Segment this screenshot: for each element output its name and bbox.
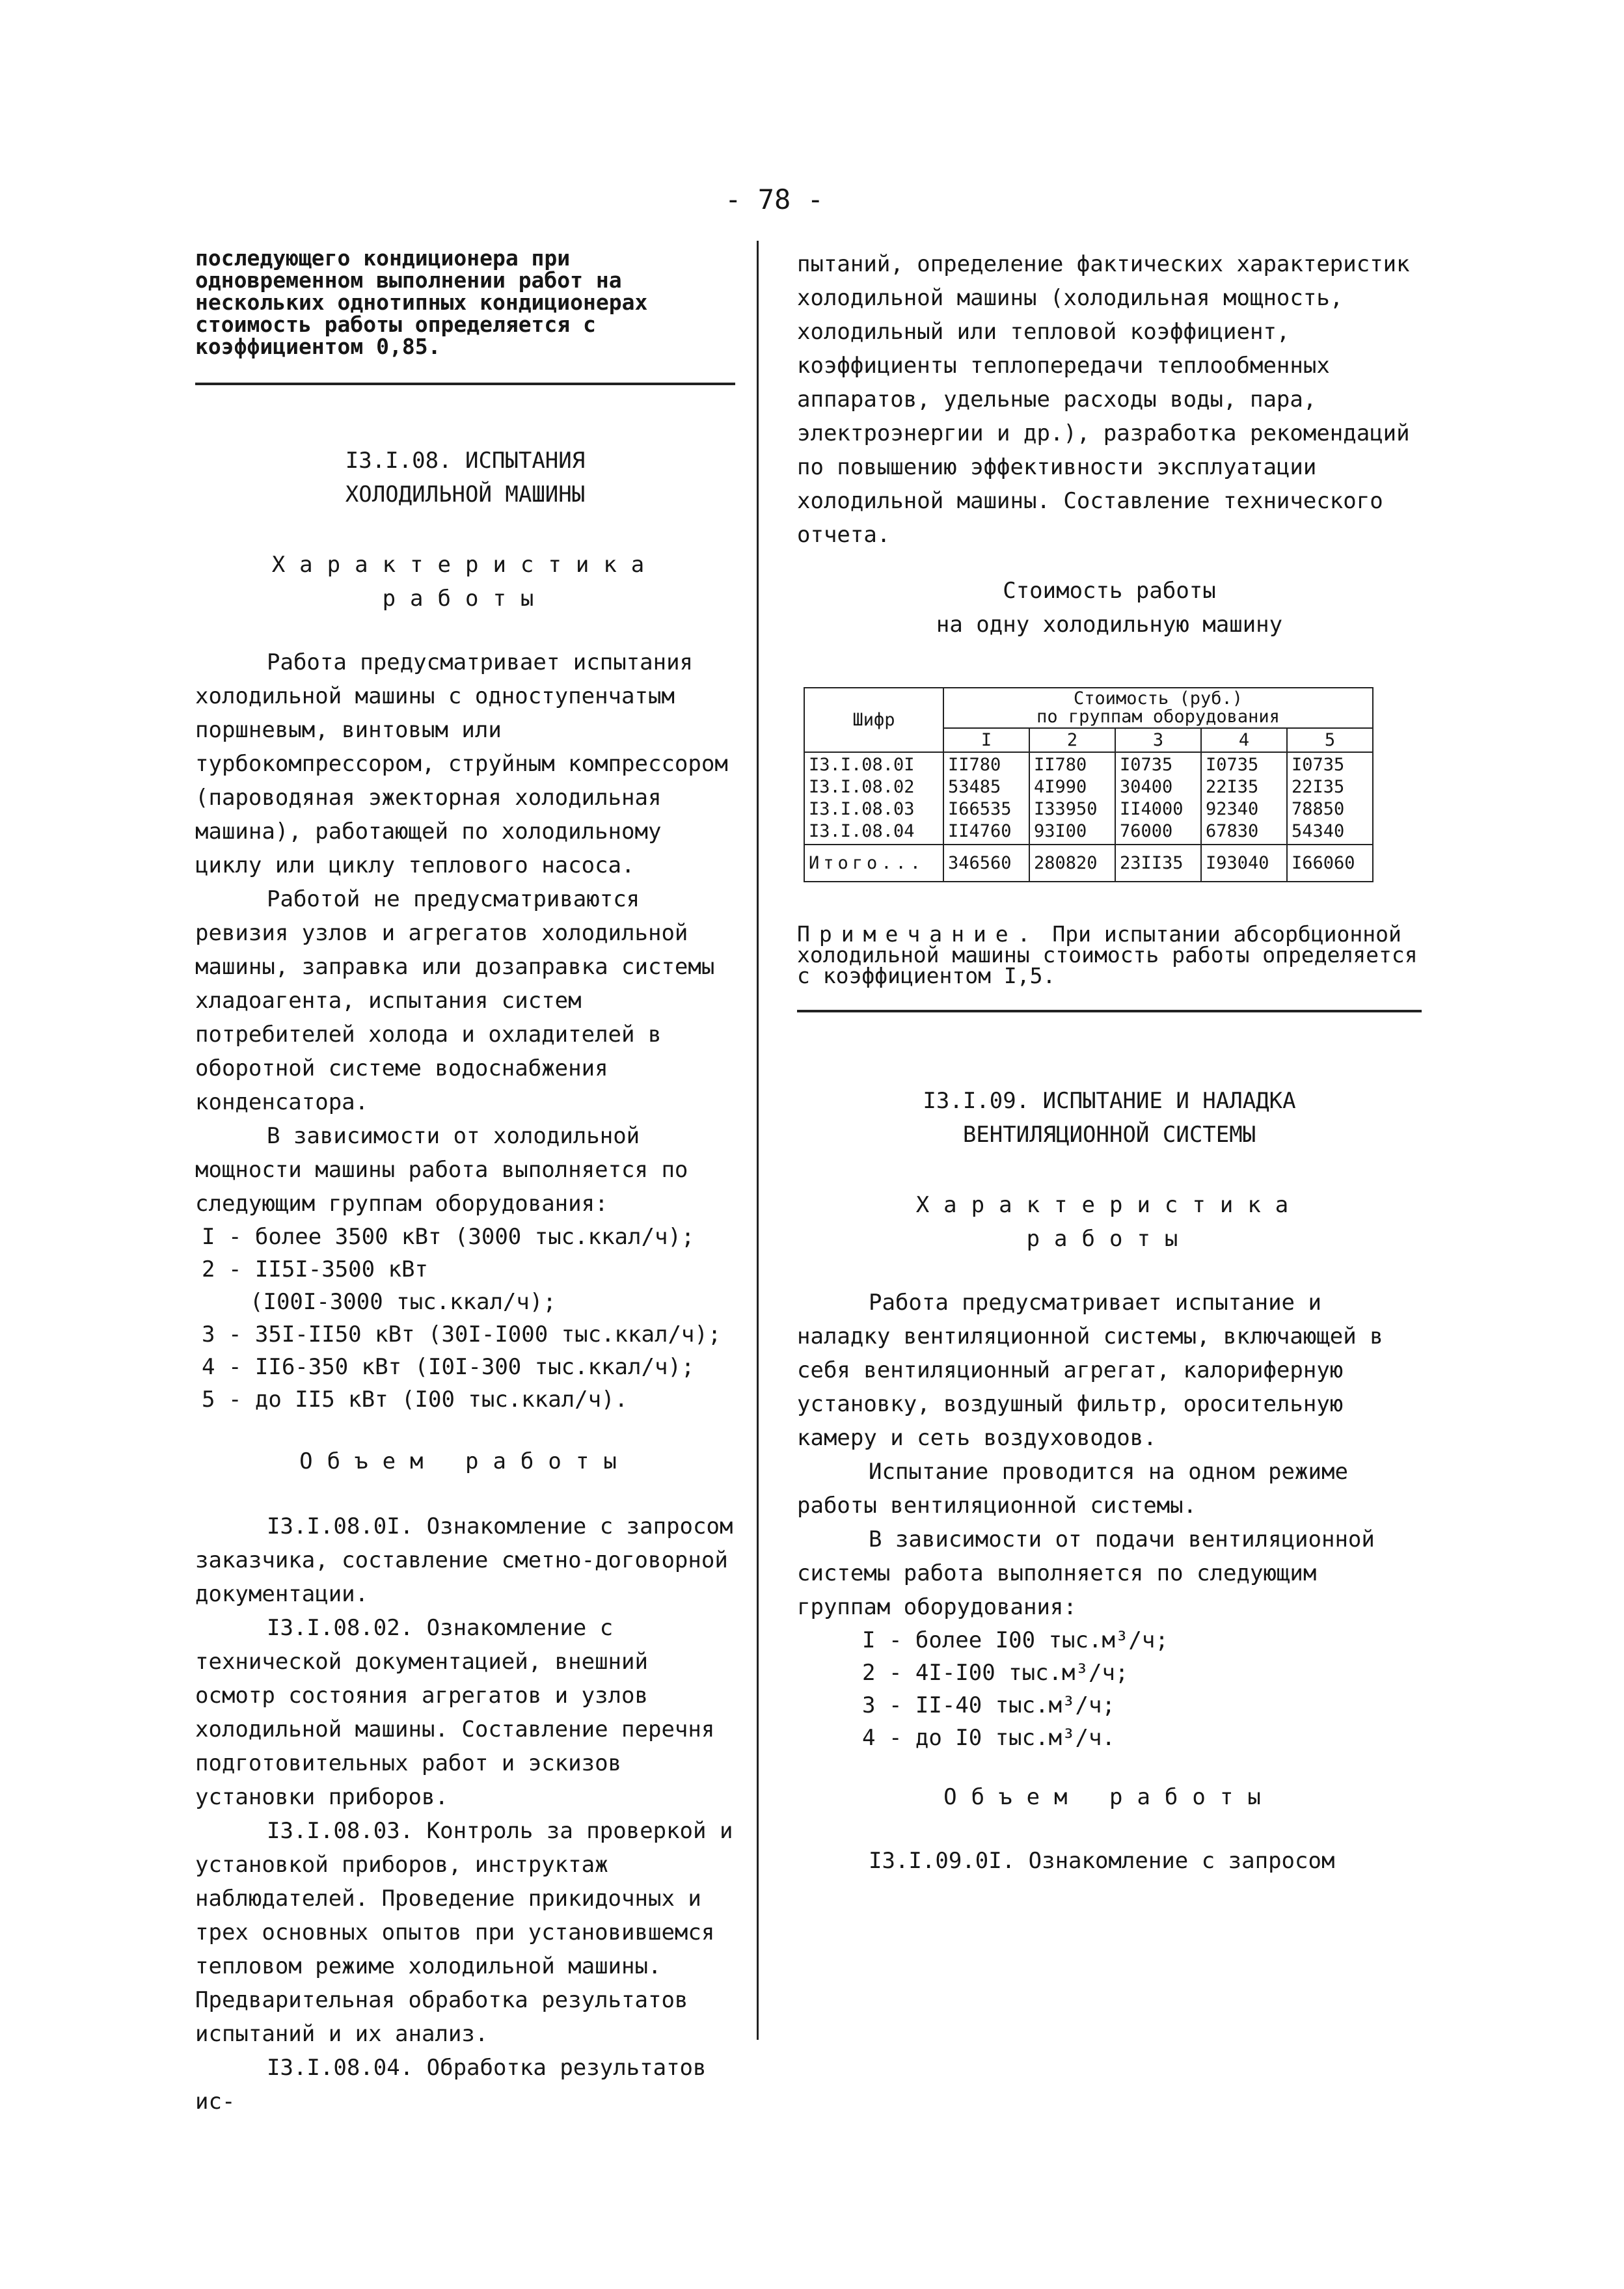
cost-value: II780 (1034, 755, 1087, 775)
cost-value: I0735 (1292, 755, 1345, 775)
body-paragraph: В зависимости от подачи вентиляционной системы работа выполняется по следующим группам оборудования: (797, 1526, 1375, 1620)
cost-value: II4760 (948, 821, 1012, 841)
body-paragraph: Работа предусматривает испытание и наладку вентиляционной системы, включающей в себя вентиляционный агрегат, калориферную установку, воздушный фильтр, оросительную камеру и сеть воздуховодов. (797, 1290, 1383, 1451)
header-group: I (943, 728, 1029, 752)
cost-value: 76000 (1120, 821, 1173, 841)
total-value: 23II35 (1115, 845, 1201, 882)
right-column (797, 247, 1422, 1878)
group-item: 4 - до I0 тыс.м³/ч. (862, 1725, 1115, 1751)
code: I3.I.08.0I (809, 755, 915, 775)
section-title-line-1: I3.I.09. ИСПЫТАНИЕ И НАЛАДКА (923, 1088, 1296, 1114)
note-text: При испытании абсорбционной холодильной машины стоимость работы определяется с коэффициентом I,5. (797, 921, 1418, 988)
group-5-cell (1287, 752, 1373, 845)
cost-value: 67830 (1206, 821, 1259, 841)
equipment-groups (195, 1221, 735, 1416)
left-column (195, 247, 735, 2119)
cost-value: 4I990 (1034, 777, 1087, 797)
total-value: 346560 (943, 845, 1029, 882)
cost-value: 92340 (1206, 799, 1259, 819)
body-paragraph: Работой не предусматриваются ревизия узлов и агрегатов холодильной машины, заправка или дозаправка системы хладоагента, испытания систем потребителей холода и охладителей в оборотной системе водоснабжения конденсатора. (195, 886, 715, 1115)
cost-table (804, 687, 1374, 882)
group-4-cell (1201, 752, 1287, 845)
section-title-line-1: I3.I.08. ИСПЫТАНИЯ (345, 448, 586, 474)
note-lead: Примечание. (797, 921, 1040, 947)
cost-value: II780 (948, 755, 1001, 775)
body-paragraph: В зависимости от холодильной мощности машины работа выполняется по следующим группам оборудования: (195, 1123, 688, 1217)
cost-value: 22I35 (1206, 777, 1259, 797)
table-caption-line-2: на одну холодильную машину (936, 612, 1283, 638)
cost-value: I0735 (1120, 755, 1173, 775)
group-item: 3 - 35I-II50 кВт (30I-I000 тыс.ккал/ч); (202, 1321, 722, 1348)
cost-value: I33950 (1034, 799, 1098, 819)
column-divider (757, 241, 759, 2040)
group-item: 2 - II5I-3500 кВт (202, 1256, 428, 1282)
group-item: 5 - до II5 кВт (I00 тыс.ккал/ч). (202, 1387, 629, 1413)
section-rule (195, 383, 735, 385)
total-value: I93040 (1201, 845, 1287, 882)
header-group: 3 (1115, 728, 1201, 752)
group-item: I - более I00 тыс.м³/ч; (862, 1627, 1169, 1653)
group-item: 2 - 4I-I00 тыс.м³/ч; (862, 1660, 1129, 1686)
codes-cell (804, 752, 943, 845)
section-rule (797, 1010, 1422, 1012)
body-paragraph: Испытание проводится на одном режиме работы вентиляционной системы. (797, 1459, 1348, 1519)
carryover-paragraph: последующего кондиционера при одновременном выполнении работ на нескольких однотипных кондиционерах стоимость работы определяется с коэффициентом 0,85. (195, 245, 648, 359)
header-group: 2 (1029, 728, 1115, 752)
scope-heading: Объем работы (943, 1784, 1275, 1810)
scope-item: I3.I.09.0I. Ознакомление с запросом (869, 1848, 1335, 1874)
cost-value: 22I35 (1292, 777, 1345, 797)
group-3-cell (1115, 752, 1201, 845)
group-item (202, 1286, 735, 1318)
scope-item: I3.I.08.04. Обработка результатов ис- (195, 2055, 707, 2115)
total-value: I66060 (1287, 845, 1373, 882)
page-number: - 78 - (725, 183, 824, 215)
cost-value: 78850 (1292, 799, 1345, 819)
scope-item: I3.I.08.02. Ознакомление с технической документацией, внешний осмотр состояния агрегатов и узлов холодильной машины. Составление перечня подготовительных работ и эскизов установки приборов. (195, 1615, 715, 1810)
total-label: Итого... (804, 845, 943, 882)
header-cost-title: Стоимость (руб.) (1073, 688, 1243, 709)
cost-value: I0735 (1206, 755, 1259, 775)
cost-value: I66535 (948, 799, 1012, 819)
header-cost (943, 688, 1373, 728)
group-1-cell (943, 752, 1029, 845)
group-item: 3 - II-40 тыс.м³/ч; (862, 1692, 1115, 1718)
section-title-line-2: ХОЛОДИЛЬНОЙ МАШИНЫ (345, 481, 586, 508)
characteristic-heading: Характеристика (271, 552, 659, 578)
cost-value: 54340 (1292, 821, 1345, 841)
continuation-paragraph: пытаний, определение фактических характеристик холодильной машины (холодильная мощность, холодильный или тепловой коэффициент, коэффициенты теплопередачи теплообменных аппаратов, удельные расходы воды, пара, электроэнергии и др.), разработка рекомендаций по повышению эффективности эксплуатации холодильной машины. Составление технического отчета. (797, 251, 1410, 548)
group-item-continuation: (I00I-3000 тыс.ккал/ч); (250, 1289, 556, 1315)
group-item: 4 - II6-350 кВт (I0I-300 тыс.ккал/ч); (202, 1354, 695, 1380)
table-caption-line-1: Стоимость работы (1003, 578, 1216, 604)
equipment-groups (797, 1624, 1422, 1754)
header-group: 4 (1201, 728, 1287, 752)
characteristic-subheading: работы (1026, 1226, 1193, 1252)
cost-value: II4000 (1120, 799, 1184, 819)
group-item: I - более 3500 кВт (3000 тыс.ккал/ч); (202, 1224, 695, 1250)
characteristic-heading: Характеристика (915, 1192, 1303, 1218)
cost-value: 93I00 (1034, 821, 1087, 841)
table-row (804, 752, 1373, 845)
header-group: 5 (1287, 728, 1373, 752)
table-note (797, 921, 1422, 988)
group-2-cell (1029, 752, 1115, 845)
code: I3.I.08.03 (809, 799, 915, 819)
scope-item: I3.I.08.03. Контроль за проверкой и установкой приборов, инструктаж наблюдателей. Проведение прикидочных и трех основных опытов при установившемся тепловом режиме холодильной машины. Предварительная обработка результатов испытаний и их анализ. (195, 1818, 733, 2047)
header-code: Шифр (804, 688, 943, 752)
scope-item: I3.I.08.0I. Ознакомление с запросом заказчика, составление сметно-договорной документации. (195, 1513, 733, 1607)
section-title-line-2: ВЕНТИЛЯЦИОННОЙ СИСТЕМЫ (962, 1122, 1256, 1148)
characteristic-subheading: работы (382, 586, 548, 612)
code: I3.I.08.04 (809, 821, 915, 841)
cost-value: 30400 (1120, 777, 1173, 797)
code: I3.I.08.02 (809, 777, 915, 797)
cost-value: 53485 (948, 777, 1001, 797)
table-total-row (804, 845, 1373, 882)
scope-heading: Объем работы (299, 1448, 631, 1474)
total-value: 280820 (1029, 845, 1115, 882)
header-cost-subtitle: по группам оборудования (1036, 707, 1280, 727)
body-paragraph: Работа предусматривает испытания холодильной машины с одноступенчатым поршневым, винтовым или турбокомпрессором, струйным компрессором (пароводяная эжекторная холодильная машина), работающей по холодильному циклу или циклу теплового насоса. (195, 649, 728, 878)
